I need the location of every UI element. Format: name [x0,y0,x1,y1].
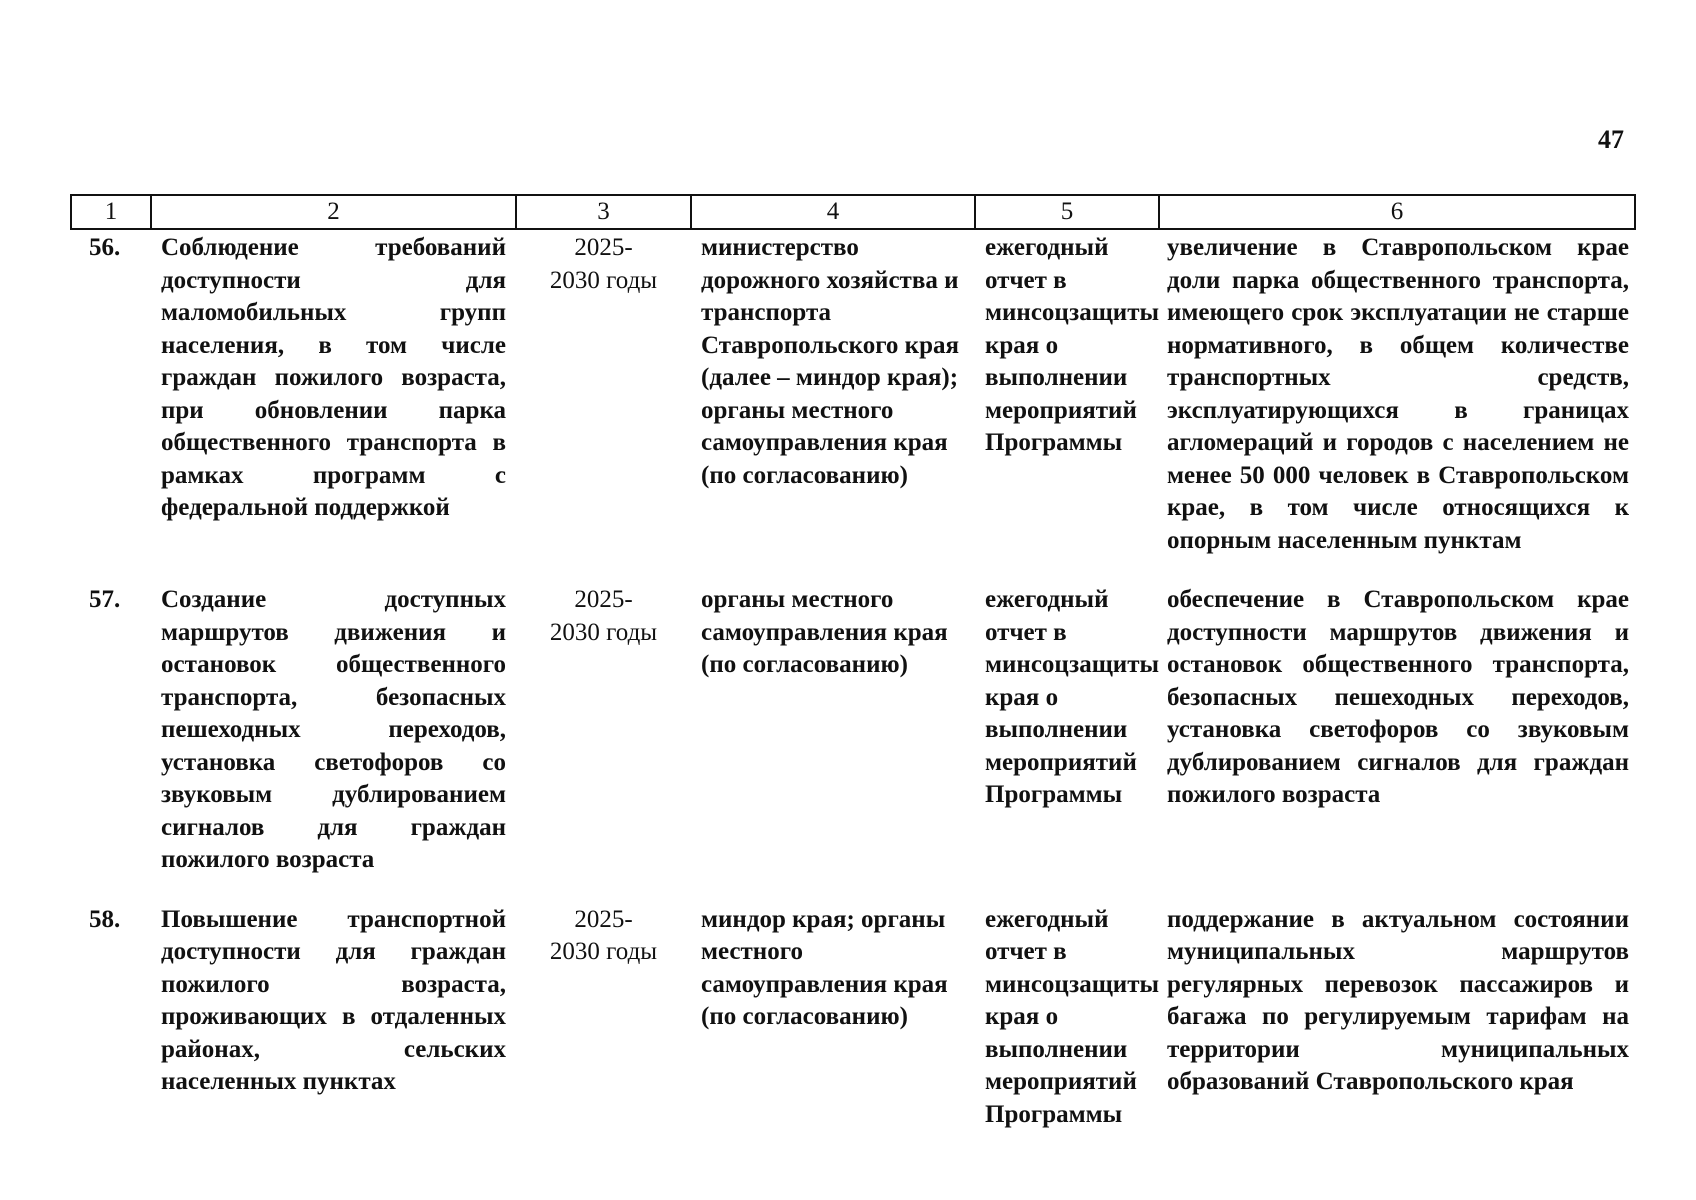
column-header-1: 1 [71,195,151,229]
column-header-3: 3 [516,195,691,229]
row-number: 57. [89,586,121,613]
row-action: Соблюдение требований доступности для маломобильных групп населения, в том числе граждан пожилого возраста, при обновлении парка общественного транспорта в рамках программ с федеральной поддержкой [161,234,506,521]
table-row [71,584,1635,904]
row-term [516,904,691,1159]
row-number: 56. [89,234,121,261]
column-header-5: 5 [975,195,1159,229]
row-executor: министерство дорожного хозяйства и транспорта Ставропольского края (далее – миндор края); органы местного самоуправления края (по согласованию) [701,234,960,489]
row-result: увеличение в Ставропольском крае доли парка общественного транспорта, имеющего срок эксплуатации не старше нормативного, в общем количестве транспортных средств, эксплуатирующихся в границах агломераций и городов с населением не менее 50 000 человек в Ставропольском крае, в том числе относящихся к опорным населенным пунктам [1167,234,1629,554]
row-executor: миндор края; органы местного самоуправления края (по согласованию) [701,905,948,1030]
column-header-4: 4 [691,195,975,229]
row-report: ежегодный отчет в минсоцзащиты края о выполнении мероприятий Программы [985,586,1159,808]
action-plan-table [70,194,1636,1158]
page-number: 47 [1598,125,1624,154]
term-end: 2030 годы [549,938,658,965]
column-header-6: 6 [1159,195,1635,229]
row-action: Создание доступных маршрутов движения и остановок общественного транспорта, безопасных пешеходных переходов, установка светофоров со звуковым дублированием сигналов для граждан пожилого возраста [161,586,506,873]
row-number: 58. [89,905,121,933]
column-header-2: 2 [151,195,516,229]
table-header-row [71,195,1635,229]
row-executor: органы местного самоуправления края (по согласованию) [701,586,948,678]
row-result: обеспечение в Ставропольском крае доступности маршрутов движения и остановок общественного транспорта, безопасных пешеходных переходов, установка светофоров со звуковым дублированием сигналов для граждан пожилого возраста [1167,586,1629,808]
term-start: 2025- [574,586,633,613]
term-end: 2030 годы [549,266,658,294]
table-row [71,229,1635,584]
row-result: поддержание в актуальном состоянии муниципальных маршрутов регулярных перевозок пассажиров и багажа по регулируемым тарифам на территории муниципальных образований Ставропольского края [1167,905,1629,1095]
term-start: 2025- [574,905,633,933]
row-action: Повышение транспортной доступности для граждан пожилого возраста, проживающих в отдаленных районах, сельских населенных пунктах [161,905,506,1095]
row-report: ежегодный отчет в минсоцзащиты края о выполнении мероприятий Программы [985,234,1159,456]
row-report: ежегодный отчет в минсоцзащиты края о выполнении мероприятий Программы [985,905,1159,1128]
row-term [516,584,691,904]
row-term [516,229,691,584]
term-start: 2025- [574,234,633,261]
term-end: 2030 годы [549,618,658,646]
table-row [71,904,1635,1159]
